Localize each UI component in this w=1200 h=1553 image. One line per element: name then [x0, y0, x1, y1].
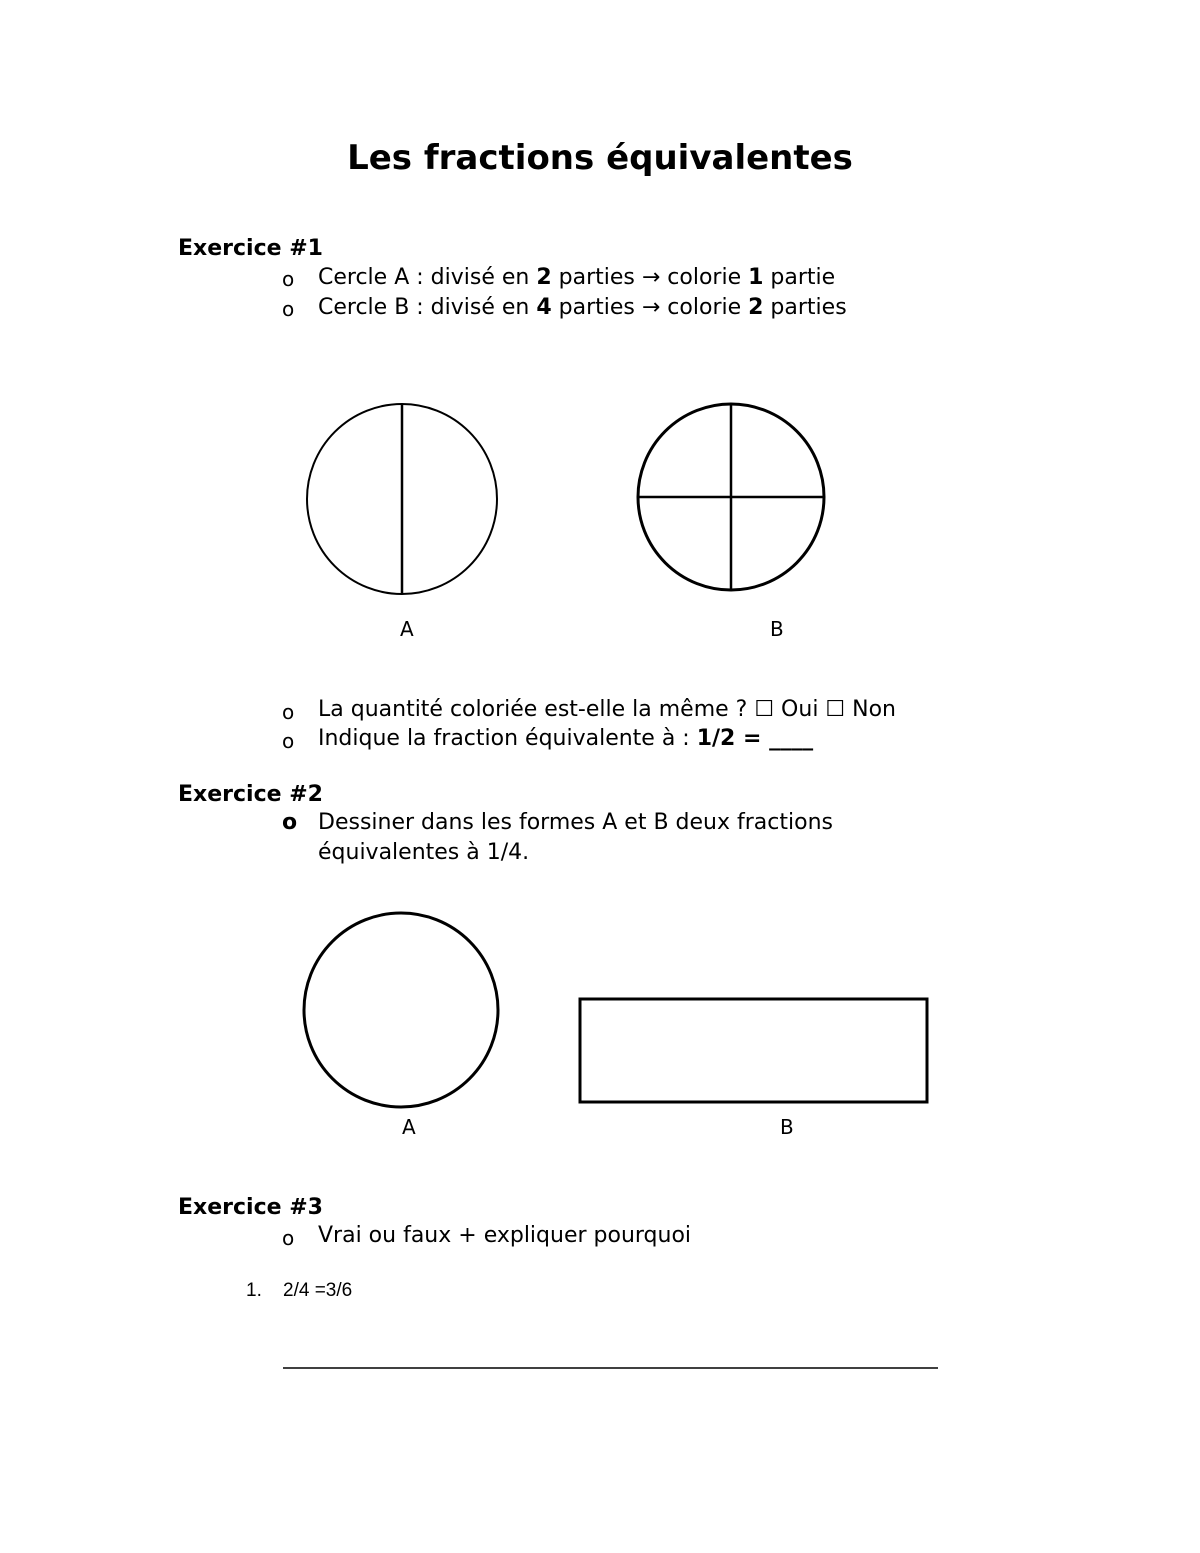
exercise-2-bullet-line-2: équivalentes à 1/4.	[318, 840, 530, 865]
bullet-marker: o	[282, 729, 295, 753]
bold-number: 2	[748, 295, 764, 320]
bold-number: 1	[748, 265, 764, 290]
bold-number: 4	[536, 295, 552, 320]
exercise-3-bullet: Vrai ou faux + expliquer pourquoi	[318, 1223, 692, 1248]
bullet-text: parties	[763, 295, 847, 320]
circle-a-halves	[307, 404, 497, 594]
bullet-text: partie	[763, 265, 836, 290]
exercise-2-heading: Exercice #2	[178, 782, 323, 807]
bullet-marker: o	[282, 267, 295, 291]
exercise-1-question-2	[318, 724, 813, 754]
question-text: Indique la fraction équivalente à :	[318, 726, 697, 751]
shape-a-label: A	[402, 1115, 416, 1139]
bullet-marker: o	[282, 700, 295, 724]
shape-b-label: B	[780, 1115, 794, 1139]
bullet-marker: o	[282, 810, 298, 835]
shape-b-rectangle[interactable]	[580, 999, 927, 1102]
circle-b-label: B	[770, 617, 784, 641]
list-item-equation: 2/4 =3/6	[283, 1280, 353, 1301]
bullet-marker: o	[282, 1226, 295, 1250]
bold-number: 2	[536, 265, 552, 290]
exercise-1-heading: Exercice #1	[178, 236, 323, 261]
bullet-text: Cercle A : divisé en	[318, 265, 537, 290]
circle-b-quarters	[638, 404, 824, 590]
bullet-text: Cercle B : divisé en	[318, 295, 537, 320]
list-item-number: 1.	[246, 1280, 262, 1301]
bullet-text: parties → colorie	[551, 295, 749, 320]
shape-a-circle[interactable]	[304, 913, 498, 1107]
bullet-text: parties → colorie	[551, 265, 749, 290]
exercise-2-bullet-line-1: Dessiner dans les formes A et B deux fractions	[318, 810, 833, 835]
bullet-marker: o	[282, 297, 295, 321]
exercise-1-question-1: La quantité coloriée est-elle la même ? ☐ Oui ☐ Non	[318, 697, 896, 722]
page-title: Les fractions équivalentes	[347, 138, 853, 178]
exercise-3-heading: Exercice #3	[178, 1195, 323, 1220]
fraction-blank: 1/2 = ____	[696, 726, 814, 751]
circle-a-label: A	[400, 617, 414, 641]
